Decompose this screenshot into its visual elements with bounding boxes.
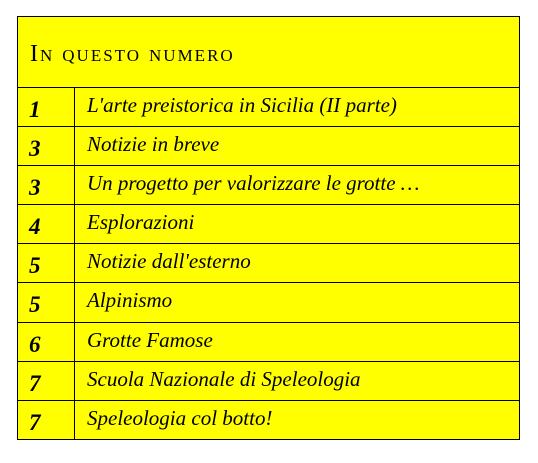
toc-row (18, 127, 519, 166)
article-title: Un progetto per valorizzare le grotte … (87, 171, 420, 196)
toc-row (18, 244, 519, 283)
article-title: L'arte preistorica in Sicilia (II parte) (87, 93, 397, 117)
toc-title: In questo numero (30, 41, 235, 67)
page-number: 5 (18, 283, 75, 321)
page-number: 6 (18, 323, 75, 361)
page-number: 3 (18, 166, 75, 204)
article-title: Esplorazioni (87, 210, 195, 235)
toc-row (18, 283, 519, 322)
page-number: 5 (18, 244, 75, 282)
article-title: Notizie in breve (87, 132, 220, 157)
toc-row (18, 205, 519, 244)
article-title: Alpinismo (87, 288, 173, 313)
toc-rows (18, 88, 519, 440)
page-number: 4 (18, 205, 75, 243)
toc-row (18, 88, 519, 127)
toc-row (18, 362, 519, 401)
page-number: 1 (18, 88, 75, 126)
article-title: Scuola Nazionale di Speleologia (87, 366, 361, 391)
toc-row (18, 166, 519, 205)
toc-header (18, 17, 519, 88)
toc-row (18, 323, 519, 362)
article-title: Grotte Famose (87, 327, 213, 352)
table-of-contents (17, 16, 520, 440)
page-number: 3 (18, 127, 75, 165)
page-number: 7 (18, 401, 75, 440)
article-title: Notizie dall'esterno (87, 249, 251, 274)
page-number: 7 (18, 362, 75, 400)
article-title: Speleologia col botto! (87, 405, 273, 430)
toc-row (18, 401, 519, 440)
